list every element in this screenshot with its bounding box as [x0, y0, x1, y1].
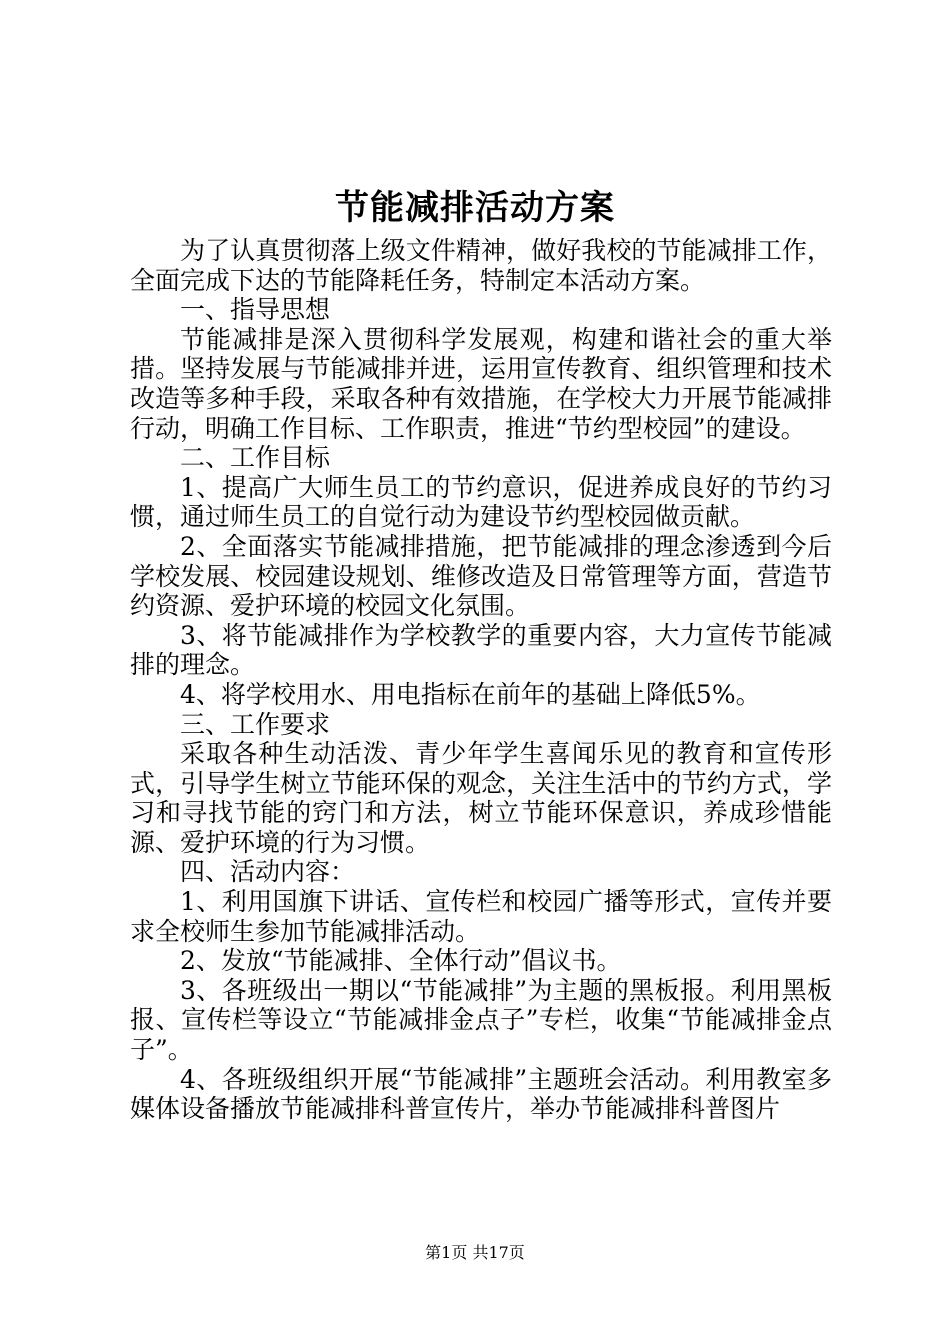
section-heading-activity-content: 四、活动内容：: [180, 857, 356, 887]
section-paragraph: 4、各班级组织开展“节能减排”主题班会活动。利用教室多媒体设备播放节能减排科普宣传片，举办节能减排科普图片: [130, 1064, 832, 1124]
document-body: [130, 236, 832, 1124]
section-heading-work-requirements: 三、工作要求: [180, 709, 331, 739]
section-paragraph: 1、利用国旗下讲话、宣传栏和校园广播等形式，宣传并要求全校师生参加节能减排活动。: [130, 887, 832, 946]
section-paragraph: 4、将学校用水、用电指标在前年的基础上降低5%。: [180, 679, 761, 709]
page-number-footer: 第1页 共17页: [425, 1243, 525, 1262]
section-paragraph: 2、全面落实节能减排措施，把节能减排的理念渗透到今后学校发展、校园建设规划、维修改造及日常管理等方面，营造节约资源、爱护环境的校园文化氛围。: [130, 531, 832, 621]
section-paragraph: 2、发放“节能减排、全体行动”倡议书。: [180, 946, 622, 976]
section-paragraph: 节能减排是深入贯彻科学发展观，构建和谐社会的重大举措。坚持发展与节能减排并进，运用宣传教育、组织管理和技术改造等多种手段，采取各种有效措施，在学校大力开展节能减排行动，明确工作目标、工作职责，推进“节约型校园”的建设。: [130, 324, 832, 443]
section-paragraph: 3、各班级出一期以“节能减排”为主题的黑板报。利用黑板报、宣传栏等设立“节能减排金点子”专栏，收集“节能减排金点子”。: [130, 975, 832, 1065]
section-paragraph: 3、将节能减排作为学校教学的重要内容，大力宣传节能减排的理念。: [130, 620, 832, 680]
section-heading-guiding-thought: 一、指导思想: [180, 295, 331, 325]
intro-paragraph: 为了认真贯彻落上级文件精神，做好我校的节能减排工作，全面完成下达的节能降耗任务，特制定本活动方案。: [130, 236, 832, 295]
section-paragraph: 采取各种生动活泼、青少年学生喜闻乐见的教育和宣传形式，引导学生树立节能环保的观念，关注生活中的节约方式，学习和寻找节能的窍门和方法，树立节能环保意识，养成珍惜能源、爱护环境的行为习惯。: [130, 739, 832, 857]
section-heading-work-goals: 二、工作目标: [180, 443, 331, 473]
section-paragraph: 1、提高广大师生员工的节约意识，促进养成良好的节约习惯，通过师生员工的自觉行动为建设节约型校园做贡献。: [130, 472, 832, 532]
document-title: 节能减排活动方案: [335, 188, 615, 228]
